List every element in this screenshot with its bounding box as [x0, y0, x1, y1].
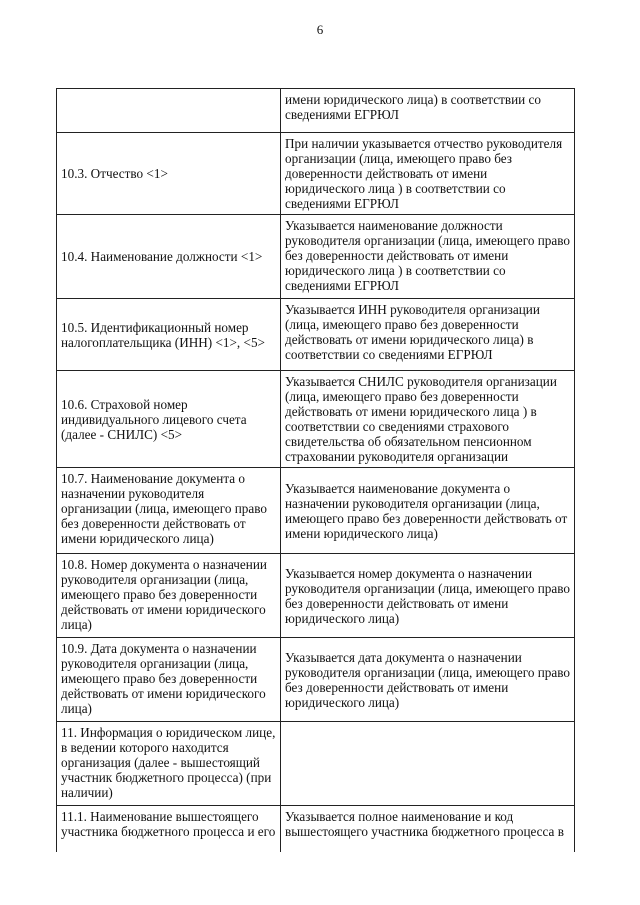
description-cell: [281, 722, 575, 806]
description-cell: При наличии указывается отчество руководителя организации (лица, имеющего право без доверенности действовать от имени юридического лица ) в соответствии со сведениями ЕГРЮЛ: [281, 133, 575, 215]
field-cell: 11.1. Наименование вышестоящего участника бюджетного процесса и его: [57, 806, 281, 852]
table-row: [57, 133, 575, 215]
description-cell: Указывается дата документа о назначении руководителя организации (лица, имеющего право без доверенности действовать от имени юридического лица): [281, 638, 575, 722]
requirements-table: [56, 88, 575, 852]
description-cell: Указывается номер документа о назначении руководителя организации (лица, имеющего право без доверенности действовать от имени юридического лица): [281, 554, 575, 638]
table-row: [57, 806, 575, 852]
table-row: [57, 371, 575, 468]
page-number: 6: [316, 22, 324, 37]
table-row: [57, 638, 575, 722]
table-row: [57, 554, 575, 638]
table-row: [57, 468, 575, 554]
field-cell: 10.7. Наименование документа о назначении руководителя организации (лица, имеющего право без доверенности действовать от имени юридического лица): [57, 468, 281, 554]
table-row: [57, 299, 575, 371]
description-cell: Указывается полное наименование и код вышестоящего участника бюджетного процесса в: [281, 806, 575, 852]
table-row: [57, 89, 575, 133]
field-cell: 11. Информация о юридическом лице, в ведении которого находится организация (далее - вышестоящий участник бюджетного процесса) (при наличии): [57, 722, 281, 806]
description-cell: Указывается наименование должности руководителя организации (лица, имеющего право без доверенности действовать от имени юридического лица ) в соответствии со сведениями ЕГРЮЛ: [281, 215, 575, 299]
field-cell: 10.5. Идентификационный номер налогоплательщика (ИНН) <1>, <5>: [57, 299, 281, 371]
table-row: [57, 722, 575, 806]
field-cell: 10.9. Дата документа о назначении руководителя организации (лица, имеющего право без доверенности действовать от имени юридического лица): [57, 638, 281, 722]
field-cell: [57, 89, 281, 133]
field-cell: 10.3. Отчество <1>: [57, 133, 281, 215]
description-cell: Указывается СНИЛС руководителя организации (лица, имеющего право без доверенности действовать от имени юридического лица ) в соответствии со сведениями страхового свидетельства об обязательном пенсионном страховании руководителя организации: [281, 371, 575, 468]
field-cell: 10.8. Номер документа о назначении руководителя организации (лица, имеющего право без доверенности действовать от имени юридического лица): [57, 554, 281, 638]
description-cell: Указывается наименование документа о назначении руководителя организации (лица, имеющего право без доверенности действовать от имени юридического лица): [281, 468, 575, 554]
field-cell: 10.4. Наименование должности <1>: [57, 215, 281, 299]
description-cell: имени юридического лица) в соответствии со сведениями ЕГРЮЛ: [281, 89, 575, 133]
description-cell: Указывается ИНН руководителя организации (лица, имеющего право без доверенности действовать от имени юридического лица) в соответствии со сведениями ЕГРЮЛ: [281, 299, 575, 371]
table-row: [57, 215, 575, 299]
field-cell: 10.6. Страховой номер индивидуального лицевого счета (далее - СНИЛС) <5>: [57, 371, 281, 468]
